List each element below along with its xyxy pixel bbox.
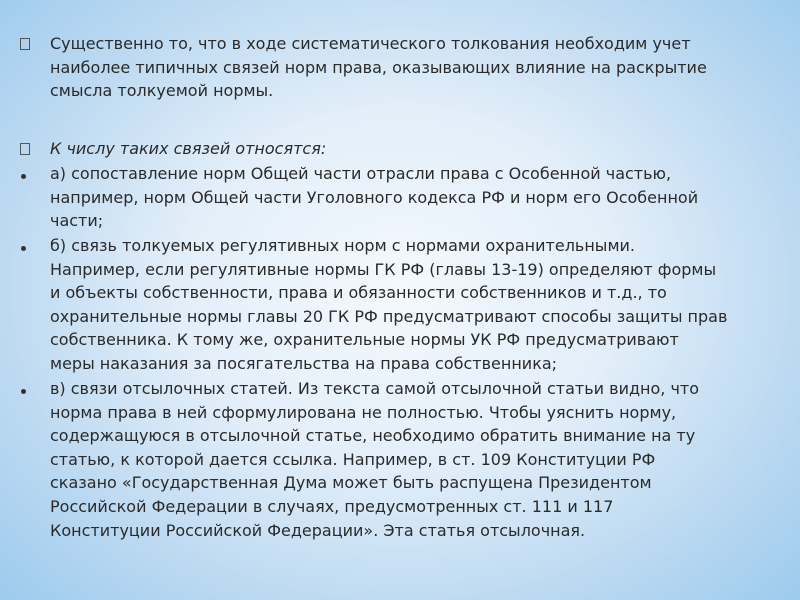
list-item-text-c: в) связи отсылочных статей. Из текста самой отсылочной статьи видно, что норма права в ней сформулирована не полностью. Чтобы уяснить норму, содержащуюся в отсылочной статье, необходимо обратить внимание на ту статью, к которой дается ссылка. Например, в ст. 109 Конституции РФ сказано «Государственная Дума может быть распущена Президентом Российской Федерации в случаях, предусмотренных ст. 111 и 117 Конституции Российской Федерации». Эта статья отсылочная.	[50, 379, 700, 540]
list-item-text-b: б) связь толкуемых регулятивных норм с нормами охранительными. Например, если регулятивные нормы ГК РФ (главы 13-19) определяют формы и объекты собственности, права и обязанности собственников и т.д., то охранительные нормы главы 20 ГК РФ предусматривают способы защиты прав собственника. К тому же, охранительные нормы УК РФ предусматривают меры наказания за посягательства на права собственника;	[50, 236, 728, 373]
round-bullet-icon	[20, 162, 50, 186]
list-heading-paragraph	[20, 137, 790, 162]
square-bullet-icon	[20, 137, 50, 162]
list-item	[20, 162, 790, 233]
list-item	[20, 377, 790, 542]
round-bullet-icon	[20, 234, 50, 258]
square-bullet-icon	[20, 32, 50, 57]
list-item-text-a: а) сопоставление норм Общей части отрасли права с Особенной частью, например, норм Общей части Уголовного кодекса РФ и норм его Особенной части;	[50, 164, 699, 231]
list-heading: К числу таких связей относятся:	[50, 139, 327, 158]
intro-text: Существенно то, что в ходе систематического толкования необходим учет наиболее типичных связей норм права, оказывающих влияние на раскрытие смысла толкуемой нормы.	[50, 34, 707, 101]
round-bullet-icon	[20, 377, 50, 401]
list-item	[20, 234, 790, 376]
intro-paragraph	[20, 32, 790, 103]
